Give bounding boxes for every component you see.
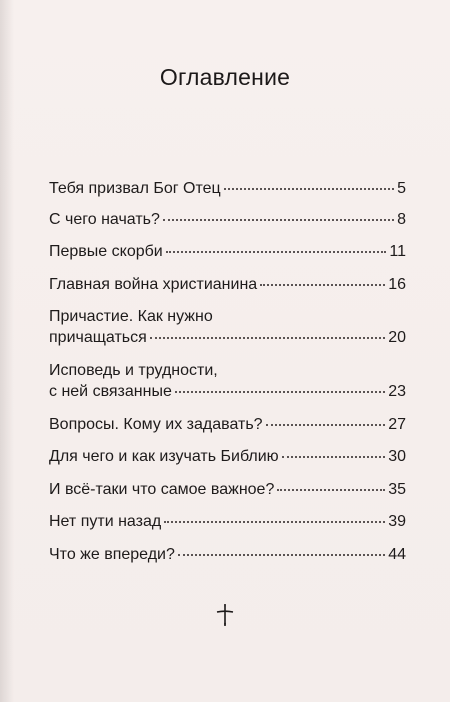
toc-entry-page: 35 bbox=[388, 481, 406, 498]
dot-leader bbox=[163, 219, 394, 221]
dot-leader bbox=[277, 489, 385, 491]
toc-entry-page: 5 bbox=[397, 180, 406, 197]
toc-entry-page: 44 bbox=[388, 546, 406, 563]
toc-entry-title: Тебя призвал Бог Отец bbox=[49, 180, 221, 197]
toc-entry-page: 20 bbox=[388, 329, 406, 346]
page-title: Оглавление bbox=[159, 64, 291, 90]
toc-entry-title-line1: Причастие. Как нужно bbox=[49, 308, 213, 325]
toc-entry-page: 23 bbox=[388, 383, 406, 400]
toc-entry bbox=[49, 446, 406, 467]
toc-entry-title: причащаться bbox=[49, 329, 147, 346]
cross-ornament-icon bbox=[0, 603, 450, 632]
toc-entry-title: с ней связанные bbox=[49, 383, 172, 400]
toc-entry-page: 8 bbox=[397, 211, 406, 228]
toc-entry bbox=[49, 479, 406, 500]
dot-leader bbox=[266, 424, 386, 426]
toc-entry-title: Нет пути назад bbox=[49, 513, 162, 530]
toc-entry-page: 39 bbox=[388, 513, 406, 530]
dot-leader bbox=[166, 251, 387, 253]
toc-entry bbox=[49, 178, 406, 199]
page-gutter-shadow bbox=[0, 0, 14, 702]
toc-entry-title-line1: Исповедь и трудности, bbox=[49, 362, 218, 379]
dot-leader bbox=[260, 284, 385, 286]
toc-entry-page: 16 bbox=[388, 276, 406, 293]
toc-entry-page: 30 bbox=[388, 448, 406, 465]
toc-entry bbox=[49, 544, 406, 565]
dot-leader bbox=[178, 554, 385, 556]
toc-entry bbox=[49, 414, 406, 435]
toc-entry-title: И всё-таки что самое важное? bbox=[49, 481, 275, 498]
toc-entry-title: Первые скорби bbox=[49, 243, 163, 260]
dot-leader bbox=[164, 521, 385, 523]
toc-entry bbox=[49, 306, 406, 348]
dot-leader bbox=[150, 337, 385, 339]
dot-leader bbox=[175, 391, 385, 393]
toc-entry-page: 27 bbox=[388, 416, 406, 433]
toc-entry bbox=[49, 511, 406, 532]
toc-entry bbox=[49, 209, 406, 230]
dot-leader bbox=[282, 456, 386, 458]
dot-leader bbox=[224, 188, 394, 190]
toc-entry-title: Для чего и как изучать Библию bbox=[49, 448, 279, 465]
toc-entry-title: Главная война христианина bbox=[49, 276, 258, 293]
toc-entry-title: Что же впереди? bbox=[49, 546, 175, 563]
toc-entry bbox=[49, 241, 406, 262]
toc-entry-title: Вопросы. Кому их задавать? bbox=[49, 416, 263, 433]
toc-entry-page: 11 bbox=[389, 243, 406, 260]
toc-entry bbox=[49, 360, 406, 402]
toc-entry-title: С чего начать? bbox=[49, 211, 160, 228]
toc-entry bbox=[49, 274, 406, 295]
